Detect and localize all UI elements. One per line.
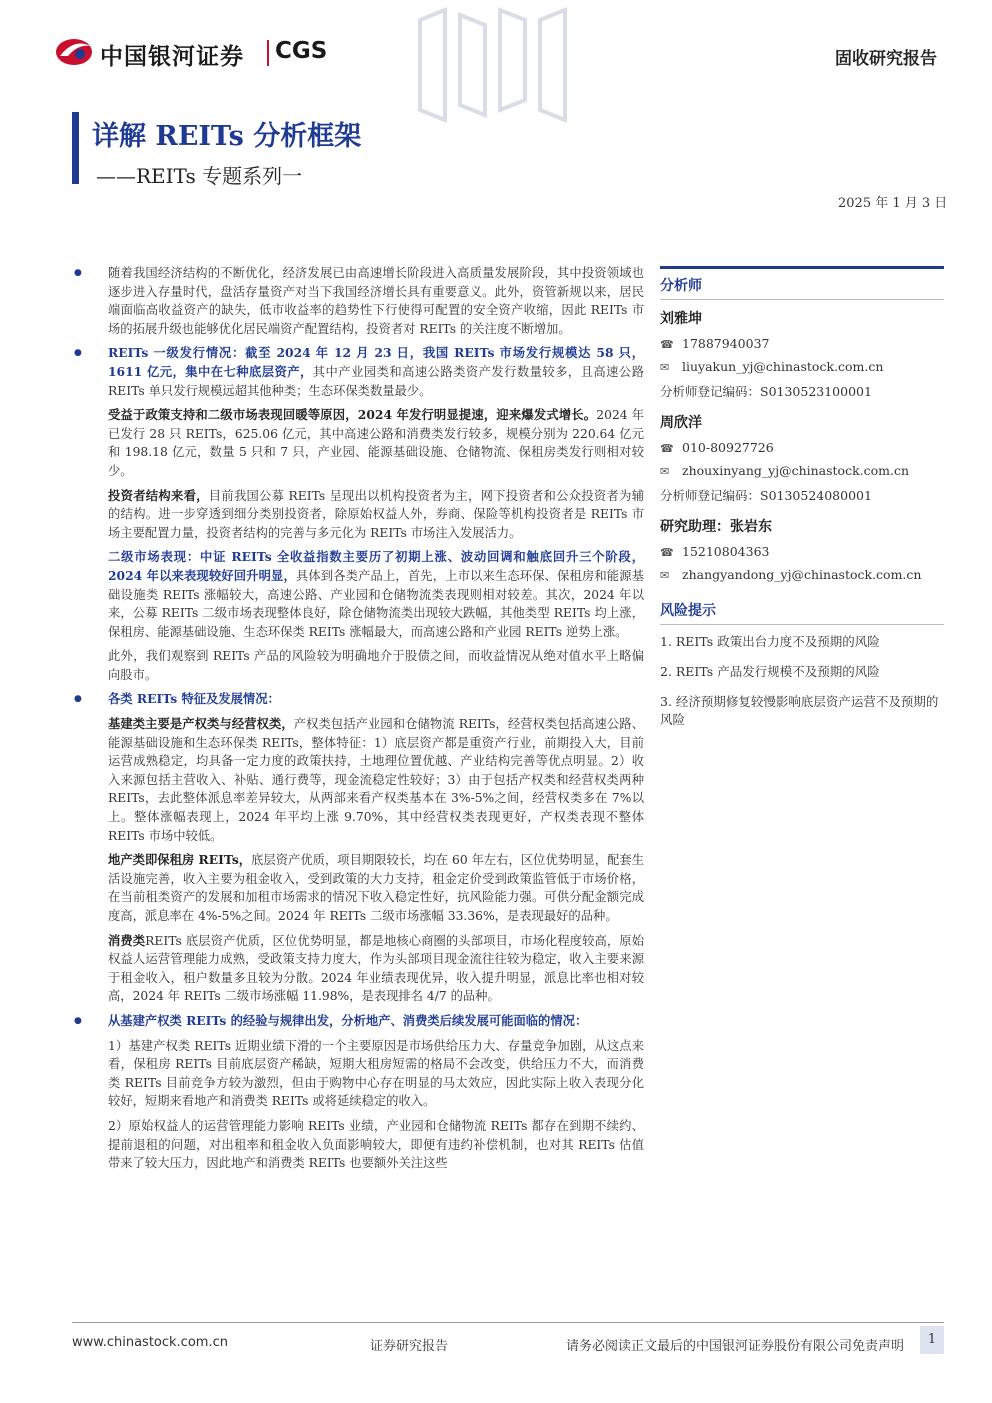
company-logo — [54, 32, 328, 74]
risk-item: 2. REITs 产品发行规模不及预期的风险 — [660, 664, 880, 679]
abstract-paragraph: ● 各类 REITs 特征及发展情况： — [72, 690, 644, 709]
analyst-phone: ☎ 15210804363 — [660, 544, 770, 559]
risk-item: 1. REITs 政策出台力度不及预期的风险 — [660, 634, 880, 649]
galaxy-logo-icon — [54, 34, 94, 70]
analyst-email[interactable]: ✉ liuyakun_yj@chinastock.com.cn — [660, 359, 884, 374]
abstract-paragraph: 2）原始权益人的运营管理能力影响 REITs 业绩，产业园和仓储物流 REITs 都存在到期不续约、提前退租的问题，对出租率和租金收入负面影响较大，即便有违约补偿机制，也对其 REITs 估值带来了较大压力，因此地产和消费类 REITs 也要额外关注这些 — [108, 1118, 644, 1171]
cgs-watermark-icon — [400, 0, 580, 130]
page-subtitle: ——REITs 专题系列一 — [96, 164, 303, 188]
analyst-name: 研究助理：张岩东 — [660, 519, 772, 535]
analyst-email[interactable]: ✉ zhouxinyang_yj@chinastock.com.cn — [660, 463, 910, 478]
analyst-registration: 分析师登记编码：S0130524080001 — [660, 488, 872, 503]
abstract-column — [72, 264, 644, 1179]
footer-url-link[interactable]: www.chinastock.com.cn — [72, 1335, 228, 1350]
analyst-name: 刘雅坤 — [660, 311, 702, 327]
logo-text-en: CGS — [275, 38, 328, 64]
risk-item: 3. 经济预期修复较慢影响底层资产运营不及预期的风险 — [660, 694, 939, 727]
analyst-registration: 分析师登记编码：S0130523100001 — [660, 384, 872, 399]
sidebar-rule — [660, 266, 944, 269]
analyst-name: 周欣洋 — [660, 415, 702, 431]
abstract-paragraph: ● REITs 一级发行情况：截至 2024 年 12 月 23 日，我国 REITs 市场发行规模达 58 只，1611 亿元，集中在七种底层资产，其中产业园类和高速公路类资产发行数量较多，且高速公路 REITs 单只发行规模远超其他种类；生态环保类数量最少。 — [72, 344, 644, 400]
abstract-paragraph: ● 随着我国经济结构的不断优化，经济发展已由高速增长阶段进入高质量发展阶段，其中投资领域也逐步进入存量时代，盘活存量资产对当下我国经济增长具有重要意义。此外，资管新规以来，居民端面临高收益资产的缺失，低市收益率的趋势性下行使得可配置的安全资产收缩，因此 REITs 市场的拓展升级也能够优化居民端资产配置结构，投资者对 REITs 的关注度不断增加。 — [72, 264, 644, 338]
report-date: 2025 年 1 月 3 日 — [838, 196, 948, 211]
analyst-email[interactable]: ✉ zhangyandong_yj@chinastock.com.cn — [660, 567, 922, 582]
phone-icon: ☎ — [660, 442, 674, 455]
abstract-paragraph: 地产类即保租房 REITs，底层资产优质，项目期限较长，均在 60 年左右，区位优势明显，配套生活设施完善，收入主要为租金收入，受到政策的大力支持，租金定价受到政策监管低于市场价格，在当前租类资产的发展和加租市场需求的情况下收入稳定性好，抗风险能力强。可供分配金额完成度高，派息率在 4%-5%之间。2024 年 REITs 二级市场涨幅 33.36%，是表现最好的品种。 — [108, 852, 644, 923]
analyst-phone: ☎ 010-80927726 — [660, 440, 774, 455]
title-accent-bar — [72, 112, 79, 184]
abstract-paragraph: 投资者结构来看，目前我国公募 REITs 呈现出以机构投资者为主，网下投资者和公众投资者为辅的结构。进一步穿透到细分类别投资者，除原始权益人外，券商、保险等机构投资者是 REITs 市场主要配置力量，投资者结构的完善与多元化为 REITs 市场注入发展活力。 — [108, 487, 644, 540]
email-icon: ✉ — [660, 361, 670, 374]
phone-icon: ☎ — [660, 546, 674, 559]
abstract-paragraph: 受益于政策支持和二级市场表现回暖等原因，2024 年发行明显提速，迎来爆发式增长。2024 年已发行 28 只 REITs，625.06 亿元，其中高速公路和消费类发行较多，规模分别为 220.64 亿元和 198.18 亿元，数量 5 只和 7 只，产业园、能源基础设施、仓储物流、保租房类发行则相对较少。 — [108, 407, 644, 478]
page-number: 1 — [920, 1326, 944, 1354]
sidebar — [660, 266, 944, 741]
footer-disclaimer: 请务必阅读正文最后的中国银河证券股份有限公司免责声明 — [566, 1339, 905, 1354]
analyst-phone: ☎ 17887940037 — [660, 336, 770, 351]
footer-label: 证券研究报告 — [370, 1339, 449, 1354]
footer-divider — [72, 1322, 944, 1323]
abstract-paragraph: 1）基建产权类 REITs 近期业绩下滑的一个主要原因是市场供给压力大、存量竞争加剧，从这点来看，保租房 REITs 目前底层资产稀缺，短期大租房短需的格局不会改变，供给压力不大，而消费类 REITs 目前竞争方较为激烈，但由于购物中心存在明显的马太效应，因此实际上收入表现分化较好，短期来看地产和消费类 REITs 或将延续稳定的收入。 — [108, 1038, 644, 1109]
logo-divider — [267, 40, 269, 66]
risk-heading: 风险提示 — [660, 600, 944, 625]
email-icon: ✉ — [660, 569, 670, 582]
report-type-label: 固收研究报告 — [835, 49, 937, 69]
phone-icon: ☎ — [660, 338, 674, 351]
email-icon: ✉ — [660, 465, 670, 478]
abstract-paragraph: ● 从基建产权类 REITs 的经验与规律出发，分析地产、消费类后续发展可能面临的情况： — [72, 1012, 644, 1031]
analyst-heading: 分析师 — [660, 275, 944, 300]
page-title: 详解 REITs 分析框架 — [92, 121, 362, 152]
abstract-paragraph: 消费类REITs 底层资产优质，区位优势明显，都是地核心商圈的头部项目，市场化程度较高，原始权益人运营管理能力成熟，受政策支持力度大，作为头部项目现金流往往较为稳定，收入主要来源于租金收入，租户数量多且较为分散。2024 年业绩表现优异，收入提升明显，派息比率也相对较高，2024 年 REITs 二级市场涨幅 11.98%，是表现排名 4/7 的品种。 — [108, 932, 644, 1004]
abstract-paragraph: 二级市场表现：中证 REITs 全收益指数主要历了初期上涨、波动回调和触底回升三个阶段，2024 年以来表现较好回升明显，具体到各类产品上，首先，上市以来生态环保、保租房和能源基础设施类 REITs 涨幅较大，高速公路、产业园和仓储物流类表现则相对较差。其次，2024 年以来，公募 REITs 二级市场表现整体良好，除仓储物流类出现较大跌幅，其他类型 REITs 均上涨，保租房、能源基础设施、生态环保类 REITs 涨幅最大，而高速公路和产业园 REITs 逆势上涨。 — [108, 549, 644, 639]
abstract-paragraph: 此外，我们观察到 REITs 产品的风险较为明确地介于股债之间，而收益情况从绝对值水平上略偏向股市。 — [108, 649, 644, 682]
abstract-paragraph: 基建类主要是产权类与经营权类，产权类包括产业园和仓储物流 REITs，经营权类包括高速公路、能源基础设施和生态环保类 REITs，整体特征：1）底层资产都是重资产行业，前期投入大，目前运营成熟稳定，均具备一定力度的政策扶持，土地理位置优越、产业结构完善等优点明显。2）收入来源包括主营收入、补贴、通行费等，现金流稳定性较好；3）由于包括产权类和经营权类两种 REITs，去此整体派息率差异较大，从两部来看产权类基本在 3%-5%之间，经营权类多在 7%以上。整体涨幅表现上，2024 年平均上涨 9.70%，其中经营权类表现更好，产权类表现不整体 REITs 市场中较低。 — [108, 716, 644, 843]
logo-text-cn: 中国银河证券 — [100, 44, 244, 70]
